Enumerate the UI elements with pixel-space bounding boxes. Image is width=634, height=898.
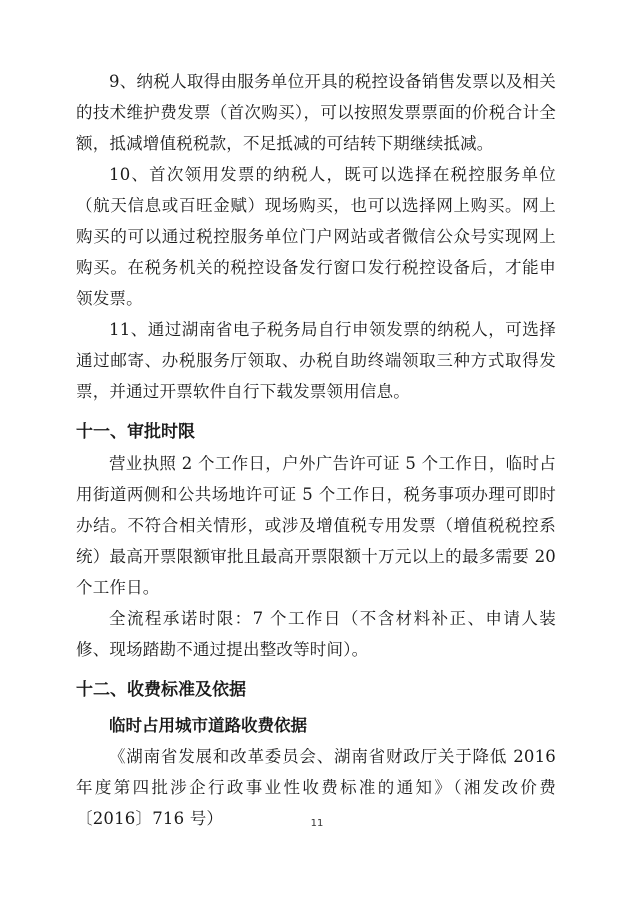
page-number: 11 (310, 818, 324, 829)
paragraph-fee-basis: 《湖南省发展和改革委员会、湖南省财政厅关于降低 2016 年度第四批涉企行政事业性收费标准的通知》（湘发改价费〔2016〕716 号） (76, 747, 556, 828)
paragraph-item-10: 10、首次领用发票的纳税人，既可以选择在税控服务单位（航天信息或百旺金赋）现场购买，也可以选择网上购买。网上购买的可以通过税控服务单位门户网站或者微信公众号实现网上购买。在税务机关的税控设备发行窗口发行税控设备后，才能申领发票。 (76, 165, 556, 308)
section-heading-fees: 十二、收费标准及依据 (76, 680, 246, 700)
document-page (76, 66, 556, 834)
paragraph-commitment-time: 全流程承诺时限：7 个工作日（不含材料补正、申请人装修、现场踏勘不通过提出整改等时间）。 (76, 609, 556, 659)
section-heading-approval-time: 十一、审批时限 (76, 422, 195, 442)
paragraph-item-11: 11、通过湖南省电子税务局自行申领发票的纳税人，可选择通过邮寄、办税服务厅领取、办税自助终端领取三种方式取得发票，并通过开票软件自行下载发票领用信息。 (76, 320, 556, 401)
paragraph-item-9: 9、纳税人取得由服务单位开具的税控设备销售发票以及相关的技术维护费发票（首次购买），可以按照发票票面的价税合计全额，抵减增值税税款，不足抵减的可结转下期继续抵减。 (76, 72, 556, 153)
paragraph-approval-time: 营业执照 2 个工作日，户外广告许可证 5 个工作日，临时占用街道两侧和公共场地许可证 5 个工作日，税务事项办理可即时办结。不符合相关情形，或涉及增值税专用发票（增值税税控系统）最高开票限额审批且最高开票限额十万元以上的最多需要 20 个工作日。 (76, 454, 556, 597)
subheading-road-fee-basis: 临时占用城市道路收费依据 (109, 716, 307, 735)
